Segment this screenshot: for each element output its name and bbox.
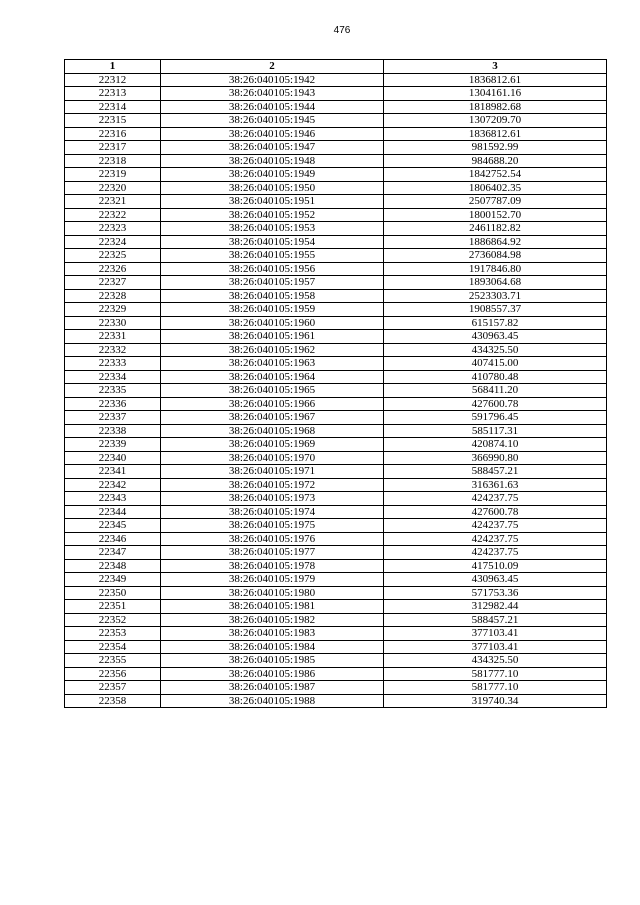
- value-cell: 424237.75: [384, 546, 607, 560]
- table-row: [65, 168, 607, 182]
- table-row: [65, 505, 607, 519]
- cadastral-number-cell: 38:26:040105:1972: [161, 478, 384, 492]
- table-row: [65, 249, 607, 263]
- value-cell: 591796.45: [384, 411, 607, 425]
- value-cell: 588457.21: [384, 465, 607, 479]
- cadastral-number-cell: 38:26:040105:1947: [161, 141, 384, 155]
- cadastral-number-cell: 38:26:040105:1966: [161, 397, 384, 411]
- table-row: [65, 438, 607, 452]
- table-header: [65, 60, 607, 74]
- cadastral-number-cell: 38:26:040105:1959: [161, 303, 384, 317]
- value-cell: 2507787.09: [384, 195, 607, 209]
- table-row: [65, 627, 607, 641]
- row-number-cell: 22322: [65, 208, 161, 222]
- cadastral-number-cell: 38:26:040105:1983: [161, 627, 384, 641]
- value-cell: 1893064.68: [384, 276, 607, 290]
- table-row: [65, 573, 607, 587]
- cadastral-number-cell: 38:26:040105:1954: [161, 235, 384, 249]
- table-row: [65, 303, 607, 317]
- cadastral-number-cell: 38:26:040105:1963: [161, 357, 384, 371]
- cadastral-number-cell: 38:26:040105:1980: [161, 586, 384, 600]
- cadastral-number-cell: 38:26:040105:1964: [161, 370, 384, 384]
- table-row: [65, 411, 607, 425]
- table-row: [65, 478, 607, 492]
- value-cell: 581777.10: [384, 667, 607, 681]
- cadastral-number-cell: 38:26:040105:1984: [161, 640, 384, 654]
- row-number-cell: 22353: [65, 627, 161, 641]
- table-row: [65, 222, 607, 236]
- value-cell: 430963.45: [384, 573, 607, 587]
- table-row: [65, 181, 607, 195]
- row-number-cell: 22328: [65, 289, 161, 303]
- row-number-cell: 22356: [65, 667, 161, 681]
- table-row: [65, 73, 607, 87]
- table-row: [65, 100, 607, 114]
- row-number-cell: 22357: [65, 681, 161, 695]
- row-number-cell: 22342: [65, 478, 161, 492]
- table-row: [65, 208, 607, 222]
- row-number-cell: 22323: [65, 222, 161, 236]
- registry-table: [64, 59, 607, 708]
- value-cell: 316361.63: [384, 478, 607, 492]
- row-number-cell: 22331: [65, 330, 161, 344]
- table-row: [65, 559, 607, 573]
- row-number-cell: 22344: [65, 505, 161, 519]
- cadastral-number-cell: 38:26:040105:1961: [161, 330, 384, 344]
- cadastral-number-cell: 38:26:040105:1952: [161, 208, 384, 222]
- row-number-cell: 22346: [65, 532, 161, 546]
- row-number-cell: 22312: [65, 73, 161, 87]
- row-number-cell: 22341: [65, 465, 161, 479]
- value-cell: 434325.50: [384, 654, 607, 668]
- value-cell: 420874.10: [384, 438, 607, 452]
- value-cell: 424237.75: [384, 532, 607, 546]
- value-cell: 2736084.98: [384, 249, 607, 263]
- cadastral-number-cell: 38:26:040105:1988: [161, 694, 384, 708]
- cadastral-number-cell: 38:26:040105:1943: [161, 87, 384, 101]
- row-number-cell: 22329: [65, 303, 161, 317]
- table-row: [65, 600, 607, 614]
- row-number-cell: 22354: [65, 640, 161, 654]
- table-row: [65, 127, 607, 141]
- value-cell: 585117.31: [384, 424, 607, 438]
- cadastral-number-cell: 38:26:040105:1945: [161, 114, 384, 128]
- value-cell: 571753.36: [384, 586, 607, 600]
- cadastral-number-cell: 38:26:040105:1985: [161, 654, 384, 668]
- table-row: [65, 114, 607, 128]
- value-cell: 2461182.82: [384, 222, 607, 236]
- table-row: [65, 195, 607, 209]
- cadastral-number-cell: 38:26:040105:1977: [161, 546, 384, 560]
- value-cell: 410780.48: [384, 370, 607, 384]
- header-row: [65, 60, 607, 74]
- value-cell: 417510.09: [384, 559, 607, 573]
- row-number-cell: 22313: [65, 87, 161, 101]
- table-row: [65, 330, 607, 344]
- row-number-cell: 22324: [65, 235, 161, 249]
- table-body: [65, 73, 607, 708]
- table-row: [65, 519, 607, 533]
- row-number-cell: 22321: [65, 195, 161, 209]
- row-number-cell: 22352: [65, 613, 161, 627]
- row-number-cell: 22335: [65, 384, 161, 398]
- value-cell: 427600.78: [384, 397, 607, 411]
- table-row: [65, 276, 607, 290]
- row-number-cell: 22336: [65, 397, 161, 411]
- row-number-cell: 22338: [65, 424, 161, 438]
- table-row: [65, 613, 607, 627]
- value-cell: 984688.20: [384, 154, 607, 168]
- table-row: [65, 424, 607, 438]
- row-number-cell: 22339: [65, 438, 161, 452]
- cadastral-number-cell: 38:26:040105:1965: [161, 384, 384, 398]
- cadastral-number-cell: 38:26:040105:1971: [161, 465, 384, 479]
- column-header-3: 3: [384, 60, 607, 74]
- cadastral-number-cell: 38:26:040105:1982: [161, 613, 384, 627]
- cadastral-number-cell: 38:26:040105:1956: [161, 262, 384, 276]
- cadastral-number-cell: 38:26:040105:1976: [161, 532, 384, 546]
- table-row: [65, 141, 607, 155]
- table-row: [65, 586, 607, 600]
- row-number-cell: 22355: [65, 654, 161, 668]
- table-row: [65, 262, 607, 276]
- cadastral-number-cell: 38:26:040105:1978: [161, 559, 384, 573]
- cadastral-number-cell: 38:26:040105:1987: [161, 681, 384, 695]
- value-cell: 2523303.71: [384, 289, 607, 303]
- value-cell: 1800152.70: [384, 208, 607, 222]
- value-cell: 377103.41: [384, 627, 607, 641]
- row-number-cell: 22349: [65, 573, 161, 587]
- row-number-cell: 22333: [65, 357, 161, 371]
- value-cell: 434325.50: [384, 343, 607, 357]
- cadastral-number-cell: 38:26:040105:1960: [161, 316, 384, 330]
- row-number-cell: 22327: [65, 276, 161, 290]
- value-cell: 427600.78: [384, 505, 607, 519]
- value-cell: 615157.82: [384, 316, 607, 330]
- row-number-cell: 22316: [65, 127, 161, 141]
- row-number-cell: 22315: [65, 114, 161, 128]
- value-cell: 568411.20: [384, 384, 607, 398]
- table-row: [65, 235, 607, 249]
- column-header-1: 1: [65, 60, 161, 74]
- table-row: [65, 384, 607, 398]
- cadastral-number-cell: 38:26:040105:1967: [161, 411, 384, 425]
- cadastral-number-cell: 38:26:040105:1950: [161, 181, 384, 195]
- cadastral-number-cell: 38:26:040105:1951: [161, 195, 384, 209]
- value-cell: 1908557.37: [384, 303, 607, 317]
- table-row: [65, 451, 607, 465]
- row-number-cell: 22348: [65, 559, 161, 573]
- table-row: [65, 370, 607, 384]
- table-row: [65, 87, 607, 101]
- table-row: [65, 465, 607, 479]
- row-number-cell: 22326: [65, 262, 161, 276]
- column-header-2: 2: [161, 60, 384, 74]
- cadastral-number-cell: 38:26:040105:1944: [161, 100, 384, 114]
- row-number-cell: 22350: [65, 586, 161, 600]
- row-number-cell: 22332: [65, 343, 161, 357]
- value-cell: 1836812.61: [384, 73, 607, 87]
- value-cell: 319740.34: [384, 694, 607, 708]
- value-cell: 1806402.35: [384, 181, 607, 195]
- cadastral-number-cell: 38:26:040105:1979: [161, 573, 384, 587]
- cadastral-number-cell: 38:26:040105:1981: [161, 600, 384, 614]
- value-cell: 981592.99: [384, 141, 607, 155]
- row-number-cell: 22320: [65, 181, 161, 195]
- row-number-cell: 22343: [65, 492, 161, 506]
- value-cell: 312982.44: [384, 600, 607, 614]
- cadastral-number-cell: 38:26:040105:1949: [161, 168, 384, 182]
- value-cell: 424237.75: [384, 492, 607, 506]
- cadastral-number-cell: 38:26:040105:1974: [161, 505, 384, 519]
- cadastral-number-cell: 38:26:040105:1970: [161, 451, 384, 465]
- table-row: [65, 546, 607, 560]
- value-cell: 377103.41: [384, 640, 607, 654]
- value-cell: 581777.10: [384, 681, 607, 695]
- cadastral-number-cell: 38:26:040105:1962: [161, 343, 384, 357]
- value-cell: 1836812.61: [384, 127, 607, 141]
- cadastral-number-cell: 38:26:040105:1975: [161, 519, 384, 533]
- row-number-cell: 22337: [65, 411, 161, 425]
- value-cell: 1886864.92: [384, 235, 607, 249]
- value-cell: 430963.45: [384, 330, 607, 344]
- value-cell: 1818982.68: [384, 100, 607, 114]
- row-number-cell: 22319: [65, 168, 161, 182]
- row-number-cell: 22314: [65, 100, 161, 114]
- value-cell: 1307209.70: [384, 114, 607, 128]
- table-row: [65, 532, 607, 546]
- table-row: [65, 343, 607, 357]
- cadastral-number-cell: 38:26:040105:1955: [161, 249, 384, 263]
- table-row: [65, 289, 607, 303]
- table-row: [65, 667, 607, 681]
- cadastral-number-cell: 38:26:040105:1986: [161, 667, 384, 681]
- cadastral-number-cell: 38:26:040105:1973: [161, 492, 384, 506]
- value-cell: 1842752.54: [384, 168, 607, 182]
- row-number-cell: 22351: [65, 600, 161, 614]
- table-row: [65, 681, 607, 695]
- row-number-cell: 22334: [65, 370, 161, 384]
- page-number: 476: [333, 25, 351, 36]
- value-cell: 424237.75: [384, 519, 607, 533]
- cadastral-number-cell: 38:26:040105:1957: [161, 276, 384, 290]
- table-row: [65, 694, 607, 708]
- value-cell: 366990.80: [384, 451, 607, 465]
- row-number-cell: 22345: [65, 519, 161, 533]
- row-number-cell: 22358: [65, 694, 161, 708]
- value-cell: 1917846.80: [384, 262, 607, 276]
- cadastral-number-cell: 38:26:040105:1953: [161, 222, 384, 236]
- cadastral-number-cell: 38:26:040105:1942: [161, 73, 384, 87]
- cadastral-number-cell: 38:26:040105:1948: [161, 154, 384, 168]
- table-row: [65, 397, 607, 411]
- table-row: [65, 654, 607, 668]
- table-row: [65, 640, 607, 654]
- row-number-cell: 22318: [65, 154, 161, 168]
- table-row: [65, 154, 607, 168]
- cadastral-number-cell: 38:26:040105:1969: [161, 438, 384, 452]
- row-number-cell: 22340: [65, 451, 161, 465]
- row-number-cell: 22330: [65, 316, 161, 330]
- cadastral-number-cell: 38:26:040105:1968: [161, 424, 384, 438]
- table-row: [65, 357, 607, 371]
- value-cell: 1304161.16: [384, 87, 607, 101]
- table-row: [65, 492, 607, 506]
- value-cell: 407415.00: [384, 357, 607, 371]
- row-number-cell: 22317: [65, 141, 161, 155]
- row-number-cell: 22347: [65, 546, 161, 560]
- value-cell: 588457.21: [384, 613, 607, 627]
- row-number-cell: 22325: [65, 249, 161, 263]
- cadastral-number-cell: 38:26:040105:1946: [161, 127, 384, 141]
- table-row: [65, 316, 607, 330]
- cadastral-number-cell: 38:26:040105:1958: [161, 289, 384, 303]
